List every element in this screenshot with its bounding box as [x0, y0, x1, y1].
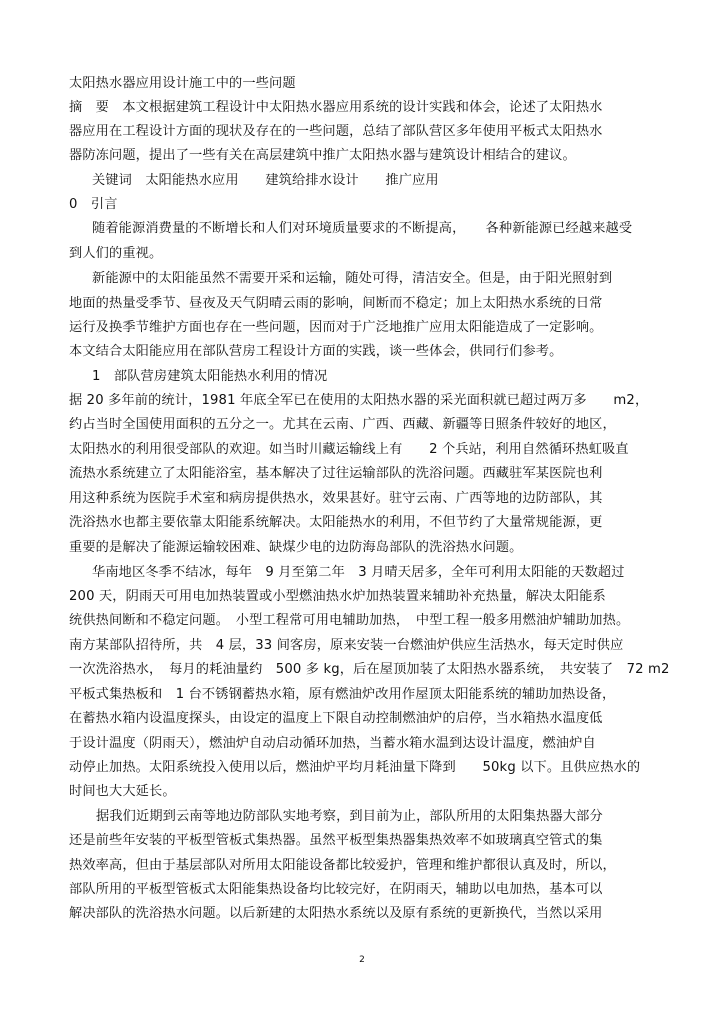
- paragraph-line: 于设计温度（阴雨天），燃油炉自动启动循环加热，当蓄水箱水温到达设计温度，燃油炉自: [69, 736, 596, 751]
- paragraph-line: 运行及换季节维护方面也存在一些问题，因而对于广泛地推广应用太阳能造成了一定影响。: [69, 320, 603, 335]
- paragraph-line: 解决部队的洗浴热水问题。以后新建的太阳热水系统以及原有系统的更新换代，当然以采用: [69, 906, 603, 921]
- paragraph-line: 时间也大大延长。: [69, 784, 176, 799]
- paragraph-line: 200 天，阴雨天可用电加热装置或小型燃油热水炉加热装置来辅助补充热量，解决太阳能系: [69, 589, 606, 604]
- paragraph-line: 新能源中的太阳能虽然不需要开采和运输，随处可得，清洁安全。但是，由于阳光照射到: [92, 271, 613, 286]
- paragraph-line: 流热水系统建立了太阳能浴室，基本解决了过往运输部队的洗浴问题。西藏驻军某医院也利: [69, 466, 603, 481]
- paragraph-line: 洗浴热水也都主要依靠太阳能系统解决。太阳能热水的利用，不但节约了大量常规能源，更: [69, 515, 603, 530]
- paragraph-line: 约占当时全国使用面积的五分之一。尤其在云南、广西、西藏、新疆等日照条件较好的地区，: [69, 417, 616, 432]
- paragraph-line: 热效率高，但由于基层部队对所用太阳能设备都比较爱护，管理和维护都很认真及时，所以，: [69, 858, 616, 873]
- paragraph-line: 统供热间断和不稳定问题。 小型工程常可用电辅助加热， 中型工程一般多用燃油炉辅助加热。: [69, 613, 630, 628]
- paragraph-line: 还是前些年安装的平板型管板式集热器。虽然平板型集热器集热效率不如玻璃真空管式的集: [69, 833, 603, 848]
- paragraph-line: 据 20 多年前的统计，1981 年底全军已在使用的太阳热水器的采光面积就已超过两万多 m2，: [69, 393, 649, 408]
- paragraph-line: 到人们的重视。: [69, 246, 163, 261]
- paragraph-line: 太阳热水的利用很受部队的欢迎。如当时川藏运输线上有 2 个兵站，利用自然循环热虹吸直: [69, 442, 629, 457]
- paragraph-line: 用这种系统为医院手术室和病房提供热水，效果甚好。驻守云南、广西等地的边防部队，其: [69, 491, 603, 506]
- section-heading: 0 引言: [69, 197, 118, 212]
- paragraph-line: 地面的热量受季节、昼夜及天气阴晴云雨的影响，间断而不稳定；加上太阳热水系统的日常: [69, 296, 603, 311]
- paragraph-line: 据我们近期到云南等地边防部队实地考察，到目前为止，部队所用的太阳集热器大部分: [96, 809, 603, 824]
- abstract-line: 器防冻问题，提出了一些有关在高层建筑中推广太阳热水器与建筑设计相结合的建议。: [69, 148, 576, 163]
- paragraph-line: 部队所用的平板型管板式太阳能集热设备均比较完好，在阴雨天，辅助以电加热，基本可以: [69, 882, 603, 897]
- paragraph-line: 平板式集热板和 1 台不锈钢蓄热水箱，原有燃油炉改用作屋顶太阳能系统的辅助加热设备，: [69, 687, 616, 702]
- paragraph-line: 随着能源消费量的不断增长和人们对环境质量要求的不断提高， 各种新能源已经越来越受: [92, 221, 633, 236]
- paragraph-line: 一次洗浴热水， 每月的耗油量约 500 多 kg，后在屋顶加装了太阳热水器系统， 共安装了 72 m2: [69, 662, 670, 677]
- abstract-line: 器应用在工程设计方面的现状及存在的一些问题，总结了部队营区多年使用平板式太阳热水: [69, 124, 603, 139]
- paragraph-line: 动停止加热。太阳系统投入使用以后，燃油炉平均月耗油量下降到 50kg 以下。且供应热水的: [69, 760, 641, 775]
- section-heading: 1 部队营房建筑太阳能热水利用的情况: [92, 369, 328, 384]
- paragraph-line: 在蓄热水箱内设温度探头，由设定的温度上下限自动控制燃油炉的启停，当水箱热水温度低: [69, 711, 603, 726]
- article-title: 太阳热水器应用设计施工中的一些问题: [69, 76, 296, 91]
- abstract-line: 摘 要 本文根据建筑工程设计中太阳热水器应用系统的设计实践和体会，论述了太阳热水: [69, 100, 603, 115]
- page-number: 2: [359, 955, 365, 965]
- paragraph-line: 本文结合太阳能应用在部队营房工程设计方面的实践，谈一些体会，供同行们参考。: [69, 344, 563, 359]
- keywords-line: 关键词 太阳能热水应用 建筑给排水设计 推广应用: [92, 173, 439, 188]
- paragraph-line: 华南地区冬季不结冰，每年 9 月至第二年 3 月晴天居多，全年可利用太阳能的天数超过: [92, 565, 625, 580]
- paragraph-line: 南方某部队招待所，共 4 层，33 间客房，原来安装一台燃油炉供应生活热水，每天定时供应: [69, 638, 624, 653]
- paragraph-line: 重要的是解决了能源运输较困难、缺煤少电的边防海岛部队的洗浴热水问题。: [69, 540, 523, 555]
